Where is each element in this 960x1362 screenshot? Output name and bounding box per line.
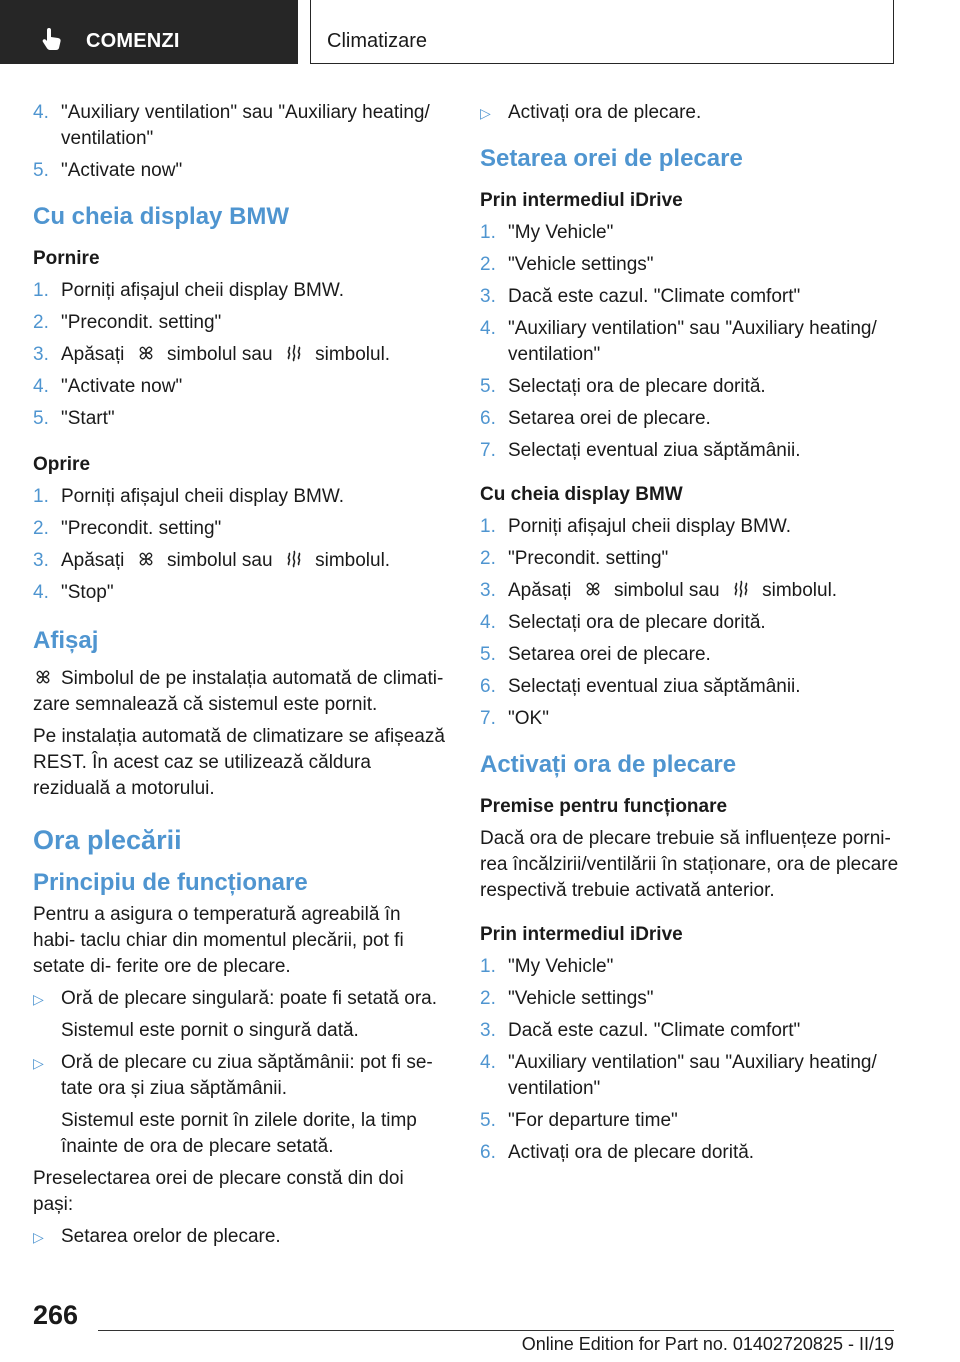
list-item	[480, 406, 900, 432]
list-item	[480, 1050, 900, 1102]
step-text: "Precondit. setting"	[61, 312, 222, 333]
step-text: Porniți afișajul cheii display BMW.	[61, 280, 344, 301]
step-text: "Auxiliary ventilation" sau "Auxiliary heating/ ventilation"	[508, 318, 877, 365]
step-number: 6.	[480, 1142, 496, 1163]
list-item	[480, 706, 900, 732]
subheading-start: Pornire	[33, 248, 100, 269]
step-text-part: simbolul.	[762, 580, 838, 601]
subheading-idrive: Prin intermediul iDrive	[480, 924, 683, 945]
heading-display-key: Cu cheia display BMW	[33, 203, 290, 230]
step-number: 5.	[33, 160, 49, 181]
list-item	[480, 252, 900, 278]
principiu-paragraph: Pentru a asigura o temperatură agreabilă în habi‐ taclu chiar din momentul plecării, pot fi setate di‐ ferite ore de plecare.	[33, 904, 404, 977]
step-number: 4.	[33, 102, 49, 123]
step-number: 7.	[480, 440, 496, 461]
step-number: 5.	[480, 644, 496, 665]
footer-edition: Online Edition for Part no. 01402720825 - II/19	[521, 1334, 894, 1354]
ventilation-symbol-icon	[33, 667, 53, 687]
triangle-bullet-icon: ▷	[33, 1229, 44, 1245]
bullet-item	[480, 100, 900, 126]
chapter-tab[interactable]	[0, 0, 298, 64]
left-column	[33, 100, 448, 1256]
step-text: Selectați ora de plecare dorită.	[508, 376, 766, 397]
bullet-text: Oră de plecare cu ziua săptămânii: pot fi se‐ tate ora și ziua săptămânii.	[61, 1052, 433, 1099]
list-item	[480, 514, 900, 540]
step-number: 3.	[33, 344, 49, 365]
step-text-part: simbolul sau	[613, 580, 720, 601]
step-text-part: simbolul.	[315, 344, 391, 365]
bullet-subtext: Sistemul este pornit în zilele dorite, la timp înainte de ora de plecare setată.	[61, 1110, 417, 1157]
step-number: 6.	[480, 408, 496, 429]
step-number: 4.	[33, 582, 49, 603]
bullet-item	[33, 1050, 448, 1102]
step-text-part: simbolul sau	[166, 550, 273, 571]
step-text: Porniți afișajul cheii display BMW.	[508, 516, 791, 537]
step-number: 2.	[480, 254, 496, 275]
step-number: 1.	[480, 222, 496, 243]
step-number: 3.	[480, 580, 496, 601]
afisaj-paragraph-2: Pe instalația automată de climatizare se afișează REST. În acest caz se utilizează căldura reziduală a motorului.	[33, 726, 445, 799]
subheading-premise: Premise pentru funcționare	[480, 796, 728, 817]
subheading-idrive: Prin intermediul iDrive	[480, 190, 683, 211]
bullet-subtext: Sistemul este pornit o singură dată.	[61, 1020, 359, 1041]
ventilation-symbol-icon	[136, 549, 156, 569]
list-item	[480, 316, 900, 368]
step-number: 4.	[480, 612, 496, 633]
list-item	[480, 438, 900, 464]
step-text-part: Apăsați	[61, 550, 125, 571]
step-text: Dacă este cazul. "Climate comfort"	[508, 286, 801, 307]
step-text	[61, 342, 448, 368]
step-text: "For departure time"	[508, 1110, 678, 1131]
step-text: "Precondit. setting"	[508, 548, 669, 569]
step-text: "Auxiliary ventilation" sau "Auxiliary heating/ ventilation"	[61, 102, 430, 149]
premise-paragraph: Dacă ora de plecare trebuie să influențeze porni‐ rea încălzirii/ventilării în staționare, ora de plecare respectivă trebuie activată anterior.	[480, 828, 899, 901]
step-text: "Activate now"	[61, 160, 183, 181]
step-text: "Auxiliary ventilation" sau "Auxiliary heating/ ventilation"	[508, 1052, 877, 1099]
step-text-part: Apăsați	[61, 344, 125, 365]
heading-afisaj: Afișaj	[33, 627, 99, 654]
step-text-part: simbolul sau	[166, 344, 273, 365]
step-text: Dacă este cazul. "Climate comfort"	[508, 1020, 801, 1041]
list-item	[480, 1018, 900, 1044]
step-text-part: Apăsați	[508, 580, 572, 601]
right-column	[480, 100, 900, 1172]
heating-symbol-icon	[731, 579, 751, 599]
step-text: "My Vehicle"	[508, 222, 614, 243]
step-number: 3.	[480, 286, 496, 307]
list-item	[480, 1108, 900, 1134]
step-text: Selectați ora de plecare dorită.	[508, 612, 766, 633]
list-item	[480, 578, 900, 604]
triangle-bullet-icon: ▷	[480, 105, 491, 121]
ventilation-symbol-icon	[136, 343, 156, 363]
list-item	[480, 546, 900, 572]
step-number: 4.	[33, 376, 49, 397]
hand-pointer-icon	[40, 26, 66, 52]
step-text: "Precondit. setting"	[61, 518, 222, 539]
step-text	[61, 548, 448, 574]
step-text: "Activate now"	[61, 376, 183, 397]
list-item	[480, 610, 900, 636]
list-item	[33, 100, 448, 152]
section-tab[interactable]	[310, 0, 894, 64]
step-number: 1.	[33, 486, 49, 507]
step-number: 4.	[480, 1052, 496, 1073]
step-text	[508, 578, 900, 604]
list-item	[480, 220, 900, 246]
triangle-bullet-icon: ▷	[33, 1055, 44, 1071]
preselect-paragraph: Preselectarea orei de plecare constă din doi pași:	[33, 1168, 404, 1215]
list-item	[480, 1140, 900, 1166]
bullet-item	[33, 986, 448, 1012]
heating-symbol-icon	[284, 549, 304, 569]
step-number: 6.	[480, 676, 496, 697]
page-number: 266	[33, 1300, 79, 1330]
step-number: 4.	[480, 318, 496, 339]
bullet-item	[33, 1224, 448, 1250]
step-number: 1.	[480, 516, 496, 537]
list-item	[480, 674, 900, 700]
list-item	[33, 158, 448, 184]
step-number: 5.	[33, 408, 49, 429]
step-text-part: simbolul.	[315, 550, 391, 571]
step-number: 2.	[480, 988, 496, 1009]
step-text: Setarea orei de plecare.	[508, 644, 711, 665]
step-text: Setarea orei de plecare.	[508, 408, 711, 429]
step-text: "Stop"	[61, 582, 114, 603]
section-title: Climatizare	[327, 30, 428, 52]
step-number: 2.	[480, 548, 496, 569]
list-item	[33, 516, 448, 542]
step-text: Activați ora de plecare dorită.	[508, 1142, 755, 1163]
footer-divider	[98, 1330, 894, 1331]
step-number: 7.	[480, 708, 496, 729]
step-number: 5.	[480, 1110, 496, 1131]
heading-ora-plecarii: Ora plecării	[33, 825, 182, 855]
step-number: 1.	[480, 956, 496, 977]
list-item	[480, 986, 900, 1012]
step-text: Selectați eventual ziua săptămânii.	[508, 440, 801, 461]
step-number: 3.	[33, 550, 49, 571]
heading-principiu: Principiu de funcționare	[33, 869, 308, 896]
list-item	[480, 642, 900, 668]
step-number: 2.	[33, 518, 49, 539]
step-number: 5.	[480, 376, 496, 397]
heading-setarea: Setarea orei de plecare	[480, 145, 743, 172]
step-text: "My Vehicle"	[508, 956, 614, 977]
bullet-text: Setarea orelor de plecare.	[61, 1226, 281, 1247]
bullet-text: Activați ora de plecare.	[508, 102, 702, 123]
bullet-text: Oră de plecare singulară: poate fi setată ora.	[61, 988, 438, 1009]
list-item	[33, 342, 448, 368]
step-number: 3.	[480, 1020, 496, 1041]
triangle-bullet-icon: ▷	[33, 991, 44, 1007]
list-item	[480, 284, 900, 310]
page-header	[0, 0, 960, 66]
step-text: Selectați eventual ziua săptămânii.	[508, 676, 801, 697]
step-text: "Vehicle settings"	[508, 988, 654, 1009]
chapter-title: COMENZI	[86, 30, 180, 52]
list-item	[33, 406, 448, 432]
subheading-display-key: Cu cheia display BMW	[480, 484, 683, 505]
paragraph	[33, 666, 448, 718]
list-item	[480, 954, 900, 980]
step-text: Porniți afișajul cheii display BMW.	[61, 486, 344, 507]
heating-symbol-icon	[284, 343, 304, 363]
list-item	[33, 278, 448, 304]
list-item	[33, 374, 448, 400]
ventilation-symbol-icon	[583, 579, 603, 599]
step-text: "OK"	[508, 708, 549, 729]
list-item	[33, 484, 448, 510]
step-number: 2.	[33, 312, 49, 333]
step-text: "Start"	[61, 408, 115, 429]
subheading-stop: Oprire	[33, 454, 91, 475]
list-item	[33, 548, 448, 574]
list-item	[33, 310, 448, 336]
afisaj-text: Simbolul de pe instalația automată de climati‐ zare semnalează că sistemul este pornit.	[33, 668, 444, 715]
step-text: "Vehicle settings"	[508, 254, 654, 275]
heading-activati: Activați ora de plecare	[480, 751, 737, 778]
step-number: 1.	[33, 280, 49, 301]
list-item	[33, 580, 448, 606]
list-item	[480, 374, 900, 400]
